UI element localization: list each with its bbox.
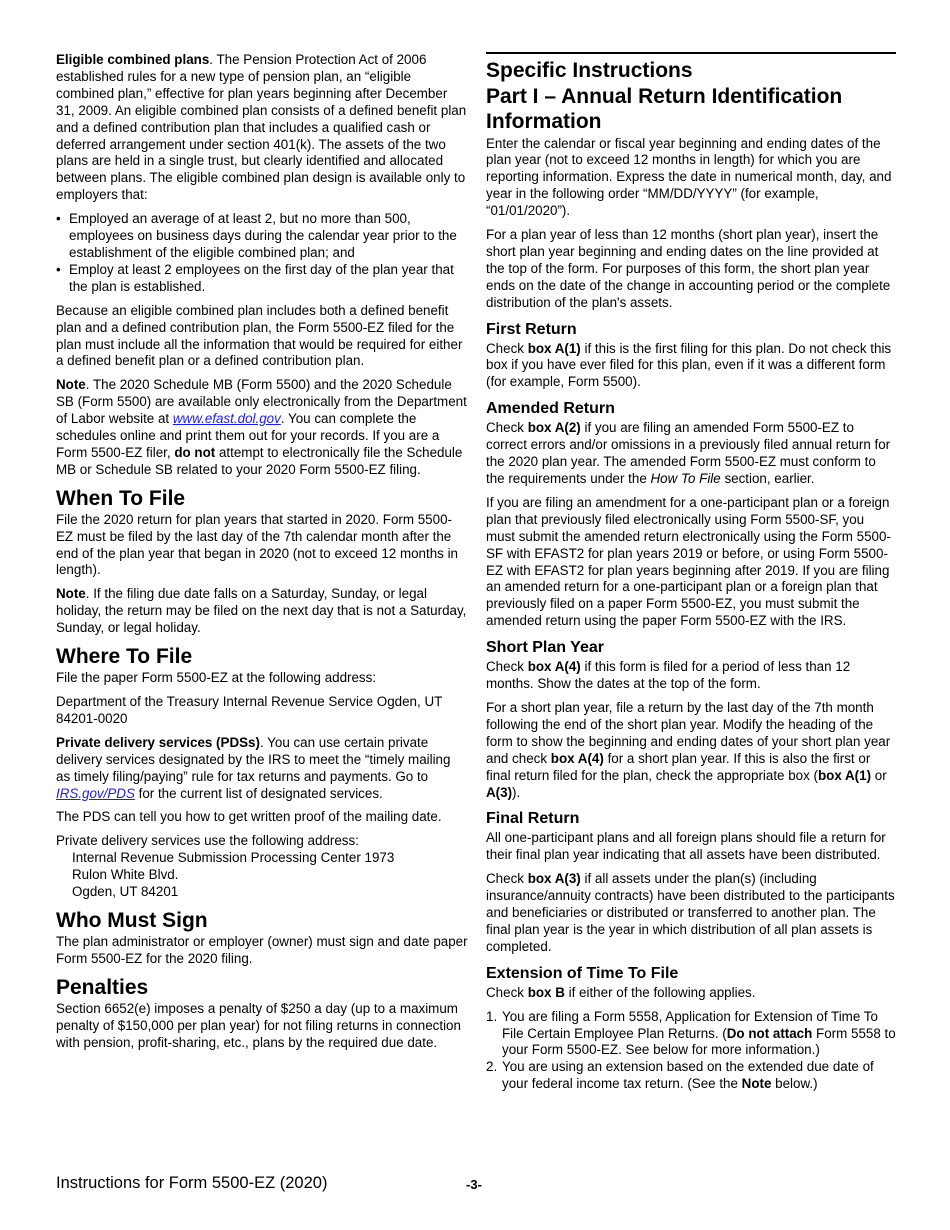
list-item — [486, 1059, 896, 1093]
irs-address: Department of the Treasury Internal Revenue Service Ogden, UT 84201-0020 — [56, 694, 443, 726]
heading-line: Part I – Annual Return Identification — [486, 84, 843, 108]
note-text: . You can complete the schedules online and print them out for your records. If you are a Form 5500-EZ filer, — [56, 411, 440, 460]
pds-address-intro: Private delivery services use the following address: — [56, 833, 359, 849]
specific-instructions-heading — [486, 58, 896, 135]
box-ref: box A(1) — [817, 767, 872, 783]
text-run: Check — [486, 340, 528, 356]
pds-text: . You can use certain private delivery services designated by the IRS to meet the “timely mailing as timely filing/paying” rule for tax returns and payments. Go to — [56, 734, 451, 784]
pds-proof-text: The PDS can tell you how to get written proof of the mailing date. — [56, 809, 442, 825]
when-note-paragraph — [56, 586, 468, 637]
eligible-paragraph-2: Because an eligible combined plan includes both a defined benefit plan and a defined contribution plan, the Form 5500-EZ filed for the plan must include all the information that would be required for either a defined benefit plan or a defined contribution plan. — [56, 302, 463, 369]
box-ref: A(3) — [486, 784, 513, 800]
box-ref: box A(3) — [527, 871, 581, 887]
pds-text: for the current list of designated services. — [134, 785, 383, 801]
list-number: 1. — [486, 1008, 498, 1024]
box-ref: box A(4) — [527, 659, 581, 675]
text-run: Check — [486, 420, 528, 436]
box-ref: box A(2) — [527, 420, 581, 436]
footer-title: Instructions for Form 5500-EZ (2020) — [56, 1174, 328, 1192]
amended-return-text — [486, 420, 896, 488]
page-number: -3- — [466, 1177, 482, 1192]
pds-address-line: Rulon White Blvd. — [72, 867, 179, 883]
extension-heading: Extension of Time To File — [486, 964, 679, 982]
final-return-heading: Final Return — [486, 810, 580, 828]
note-text: attempt to electronically file the Schedule MB or Schedule SB related to your 2020 Form 5500-EZ filing. — [56, 444, 463, 477]
short-plan-year-paragraph-2 — [486, 700, 896, 801]
list-item: • Employ at least 2 employees on the first day of the plan year that the plan is established. — [56, 262, 468, 296]
penalties-heading: Penalties — [56, 975, 149, 999]
final-return-paragraph-2 — [486, 871, 896, 956]
text-run: section, earlier. — [720, 471, 815, 486]
text-run: if all assets under the plan(s) (including insurance/annuity contracts) have been distributed to the participants and beneficiaries or distributed or transferred to another plan. The final plan year is the year in which distribution of all plan assets is completed. — [486, 871, 895, 954]
extension-text — [486, 985, 896, 1002]
pds-address-line: Internal Revenue Submission Processing Center 1973 — [72, 850, 395, 866]
note-schedules-paragraph — [56, 377, 468, 478]
eligible-text: . The Pension Protection Act of 2006 established rules for a new type of pension plan, an “eligible combined plan,” effective for plan years beginning after December 31, 2009. An eligible combined plan consists of a defined benefit plan and a defined contribution plan that includes a qualified cash or deferred arrangement under section 401(k). The assets of the two plans are held in a single trust, but clearly identified and allocated between plans. The eligible combined plan design is available only to employers that: — [56, 52, 467, 203]
emphasis: Note — [741, 1076, 772, 1092]
note-lead: Note — [56, 586, 86, 602]
text-run: Check — [486, 659, 528, 675]
intro-paragraph-1: Enter the calendar or fiscal year beginning and ending dates of the plan year (not to exceed 12 months in length) for which you are reporting information. Express the date in numerical month, day, and year in the following order “MM/DD/YYYY” (for example, “01/01/2020”). — [486, 135, 892, 219]
note-text: . The 2020 Schedule MB (Form 5500) and the 2020 Schedule SB (Form 5500) are available only electronically from the Department of Labor website at — [56, 377, 467, 427]
pds-lead: Private delivery services (PDSs) — [56, 734, 260, 750]
first-return-text — [486, 341, 896, 392]
where-to-file-heading: Where To File — [56, 645, 193, 669]
text-run: ). — [512, 784, 521, 800]
first-return-heading: First Return — [486, 320, 577, 338]
list-item: • Employed an average of at least 2, but no more than 500, employees on business days during the calendar year prior to the establishment of the eligible combined plan; and — [56, 211, 468, 262]
right-column — [486, 52, 896, 1093]
text-run: or — [871, 767, 887, 783]
efast-link[interactable]: www.efast.dol.gov — [172, 411, 281, 427]
heading-line: Specific Instructions — [486, 59, 693, 82]
irs-pds-link[interactable]: IRS.gov/PDS — [56, 785, 135, 801]
penalties-text: Section 6652(e) imposes a penalty of $250 a day (up to a maximum penalty of $150,000 per plan year) for not filing returns in connection with pension, profit-sharing, etc., plans by the required due date. — [56, 1000, 461, 1050]
text-run: For a short plan year, file a return by the last day of the 7th month following the end of the short plan year. Modify the heading of the form to show the beginning and ending dates of your short plan year and check — [486, 699, 891, 766]
list-item — [486, 1009, 896, 1060]
page-footer — [56, 1174, 896, 1196]
who-must-sign-text: The plan administrator or employer (owner) must sign and date paper Form 5500-EZ for the 2020 filing. — [56, 933, 468, 966]
who-must-sign-heading: Who Must Sign — [56, 908, 208, 932]
amended-return-paragraph-2: If you are filing an amendment for a one-participant plan or a foreign plan that previously filed electronically using Form 5500-SF, you must submit the amended return electronically using the Form 5500-SF with EFAST2 for plan years 2019 or before, or using Form 5500-EZ with EFAST2 for plan years beginning after 2019. If you are filing an amended return for a one-participant plan or a foreign plan that previously filed on a paper Form 5500-EZ, you must submit the amended return using the paper Form 5500-EZ with the IRS. — [486, 494, 891, 629]
heading-line: Information — [486, 110, 602, 133]
pds-paragraph — [56, 735, 468, 803]
italic-ref: How To File — [650, 471, 721, 486]
short-plan-year-heading: Short Plan Year — [486, 639, 604, 657]
left-column — [56, 52, 468, 1059]
short-plan-year-text — [486, 659, 896, 693]
intro-paragraph-2: For a plan year of less than 12 months (short plan year), insert the short plan year beginning and ending dates on the line provided at the top of the form. For purposes of this form, the short plan year ends on the date of the change in accounting period or the complete distribution of the plan's assets. — [486, 227, 891, 310]
final-return-text: All one-participant plans and all foreign plans should file a return for their final plan year indicating that all assets have been distributed. — [486, 830, 886, 863]
box-ref: box A(4) — [550, 750, 604, 766]
text-run: Check — [486, 871, 528, 887]
box-ref: box B — [527, 984, 565, 1000]
note-text: . If the filing due date falls on a Saturday, Sunday, or legal holiday, the return may be filed on the next day that is not a Saturday, Sunday, or legal holiday. — [56, 586, 467, 636]
box-ref: box A(1) — [527, 340, 581, 356]
text-run: You are using an extension based on the extended due date of your federal income tax return. (See the — [502, 1059, 874, 1092]
emphasis: Do not attach — [726, 1025, 813, 1041]
text-run: if this is the first filing for this plan. Do not check this box if you have ever filed for this plan, even if it was a different form (for example, Form 5500). — [486, 340, 892, 390]
extension-list — [486, 1009, 896, 1094]
pds-address-line: Ogden, UT 84201 — [72, 884, 179, 900]
eligible-lead: Eligible combined plans — [56, 52, 210, 67]
amended-return-heading: Amended Return — [486, 400, 615, 418]
list-number: 2. — [486, 1059, 498, 1075]
text-run: Form 5558 to your Form 5500-EZ. See below for more information.) — [502, 1025, 896, 1058]
pds-address-block — [56, 833, 468, 901]
when-to-file-text: File the 2020 return for plan years that started in 2020. Form 5500-EZ must be filed by the last day of the 7th calendar month after the end of the plan year that began in 2020 (not to exceed 12 months in length). — [56, 511, 459, 578]
text-run: if this form is filed for a period of less than 12 months. Show the dates at the top of the form. — [486, 659, 851, 692]
where-to-file-text: File the paper Form 5500-EZ at the following address: — [56, 670, 377, 686]
text-run: if either of the following applies. — [564, 984, 756, 1000]
do-not-emphasis: do not — [174, 444, 216, 460]
eligible-combined-plans-paragraph — [56, 52, 468, 204]
text-run: below.) — [771, 1076, 818, 1092]
text-run: for a short plan year. If this is also the first or final return filed for the plan, check the appropriate box ( — [486, 750, 871, 783]
text-run: Check — [486, 984, 528, 1000]
text-run: You are filing a Form 5558, Application for Extension of Time To File Certain Employee Plan Returns. ( — [502, 1008, 878, 1041]
note-lead: Note — [56, 377, 86, 393]
when-to-file-heading: When To File — [56, 486, 186, 510]
eligible-bullet-list — [56, 211, 468, 296]
text-run: if you are filing an amended Form 5500-EZ to correct errors and/or omissions in a previously filed annual return for the 2020 plan year. The amended Form 5500-EZ must conform to the requirements under the — [486, 420, 891, 486]
